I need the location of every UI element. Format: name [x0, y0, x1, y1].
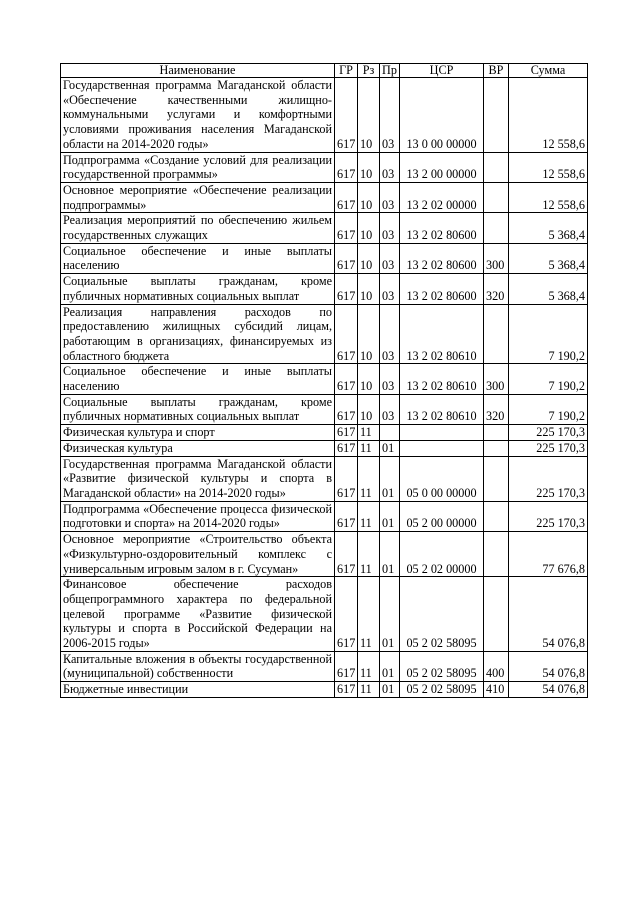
cell-rz: 11 [358, 440, 380, 456]
cell-sum: 225 170,3 [509, 440, 588, 456]
cell-name: Подпрограмма «Создание условий для реализации государственной программы» [61, 152, 335, 182]
cell-pr: 03 [380, 304, 400, 364]
cell-sum: 12 558,6 [509, 152, 588, 182]
cell-sum: 12 558,6 [509, 78, 588, 153]
table-row [61, 440, 588, 456]
header-name: Наименование [61, 64, 335, 78]
cell-sum: 77 676,8 [509, 532, 588, 577]
table-row [61, 532, 588, 577]
cell-name: Физическая культура [61, 440, 335, 456]
table-row [61, 364, 588, 394]
cell-sum: 225 170,3 [509, 501, 588, 531]
cell-vr: 320 [484, 394, 509, 424]
cell-csr [400, 425, 484, 441]
cell-name: Подпрограмма «Обеспечение процесса физической подготовки и спорта» на 2014-2020 годы» [61, 501, 335, 531]
cell-pr: 01 [380, 651, 400, 681]
cell-name: Социальное обеспечение и иные выплаты населению [61, 364, 335, 394]
cell-sum: 5 368,4 [509, 213, 588, 243]
cell-csr: 05 2 00 00000 [400, 501, 484, 531]
table-row [61, 213, 588, 243]
cell-csr [400, 440, 484, 456]
cell-csr: 05 0 00 00000 [400, 456, 484, 501]
cell-rz: 11 [358, 532, 380, 577]
table-row [61, 394, 588, 424]
header-gr: ГР [335, 64, 358, 78]
header-csr: ЦСР [400, 64, 484, 78]
cell-name: Капитальные вложения в объекты государственной (муниципальной) собственности [61, 651, 335, 681]
cell-gr: 617 [335, 243, 358, 273]
cell-vr: 300 [484, 364, 509, 394]
table-row [61, 456, 588, 501]
budget-table [60, 63, 588, 698]
cell-rz: 10 [358, 213, 380, 243]
cell-csr: 13 2 00 00000 [400, 152, 484, 182]
cell-pr: 03 [380, 394, 400, 424]
cell-name: Финансовое обеспечение расходов общепрограммного характера по федеральной целевой программе «Развитие физической культуры и спорта в Российской Федерации на 2006-2015 годы» [61, 577, 335, 652]
table-row [61, 274, 588, 304]
cell-gr: 617 [335, 425, 358, 441]
cell-csr: 05 2 02 58095 [400, 577, 484, 652]
cell-gr: 617 [335, 274, 358, 304]
cell-rz: 10 [358, 78, 380, 153]
table-row [61, 304, 588, 364]
cell-gr: 617 [335, 456, 358, 501]
cell-name: Бюджетные инвестиции [61, 682, 335, 698]
cell-csr: 13 2 02 80600 [400, 243, 484, 273]
header-pr: Пр [380, 64, 400, 78]
header-rz: Рз [358, 64, 380, 78]
cell-name: Основное мероприятие «Обеспечение реализации подпрограммы» [61, 182, 335, 212]
table-row [61, 577, 588, 652]
cell-sum: 5 368,4 [509, 274, 588, 304]
cell-sum: 7 190,2 [509, 304, 588, 364]
cell-vr [484, 532, 509, 577]
cell-gr: 617 [335, 440, 358, 456]
cell-csr: 13 0 00 00000 [400, 78, 484, 153]
cell-rz: 11 [358, 577, 380, 652]
cell-name: Физическая культура и спорт [61, 425, 335, 441]
cell-rz: 11 [358, 651, 380, 681]
cell-rz: 10 [358, 274, 380, 304]
cell-gr: 617 [335, 364, 358, 394]
cell-pr: 03 [380, 213, 400, 243]
cell-vr [484, 440, 509, 456]
cell-vr [484, 213, 509, 243]
cell-vr [484, 152, 509, 182]
cell-rz: 11 [358, 501, 380, 531]
cell-pr: 03 [380, 243, 400, 273]
table-row [61, 243, 588, 273]
cell-vr [484, 304, 509, 364]
cell-rz: 10 [358, 152, 380, 182]
cell-gr: 617 [335, 394, 358, 424]
cell-csr: 05 2 02 58095 [400, 651, 484, 681]
table-row [61, 78, 588, 153]
cell-sum: 5 368,4 [509, 243, 588, 273]
cell-gr: 617 [335, 304, 358, 364]
table-header-row [61, 64, 588, 78]
cell-csr: 13 2 02 80610 [400, 304, 484, 364]
cell-vr [484, 78, 509, 153]
cell-pr: 01 [380, 501, 400, 531]
cell-name: Реализация направления расходов по предоставлению жилищных субсидий лицам, работающим в организациях, финансируемых из областного бюджета [61, 304, 335, 364]
header-vr: ВР [484, 64, 509, 78]
cell-pr: 01 [380, 440, 400, 456]
cell-name: Основное мероприятие «Строительство объекта «Физкультурно-оздоровительный комплекс с универсальным игровым залом в г. Сусуман» [61, 532, 335, 577]
table-body [61, 78, 588, 698]
cell-sum: 7 190,2 [509, 364, 588, 394]
cell-csr: 13 2 02 80600 [400, 213, 484, 243]
cell-pr [380, 425, 400, 441]
cell-sum: 54 076,8 [509, 651, 588, 681]
cell-gr: 617 [335, 152, 358, 182]
cell-gr: 617 [335, 501, 358, 531]
cell-vr [484, 577, 509, 652]
cell-rz: 10 [358, 243, 380, 273]
cell-csr: 13 2 02 80610 [400, 364, 484, 394]
cell-vr [484, 501, 509, 531]
cell-pr: 03 [380, 152, 400, 182]
cell-pr: 01 [380, 456, 400, 501]
table-row [61, 682, 588, 698]
cell-gr: 617 [335, 532, 358, 577]
cell-name: Социальные выплаты гражданам, кроме публичных нормативных социальных выплат [61, 394, 335, 424]
table-row [61, 501, 588, 531]
cell-sum: 225 170,3 [509, 456, 588, 501]
cell-csr: 05 2 02 00000 [400, 532, 484, 577]
cell-name: Государственная программа Магаданской области «Обеспечение качественными жилищно-коммунальными услугами и комфортными условиями проживания населения Магаданской области на 2014-2020 годы» [61, 78, 335, 153]
cell-pr: 03 [380, 182, 400, 212]
cell-gr: 617 [335, 182, 358, 212]
cell-gr: 617 [335, 651, 358, 681]
cell-pr: 01 [380, 532, 400, 577]
cell-vr: 300 [484, 243, 509, 273]
cell-sum: 225 170,3 [509, 425, 588, 441]
cell-rz: 10 [358, 182, 380, 212]
cell-sum: 54 076,8 [509, 682, 588, 698]
cell-sum: 54 076,8 [509, 577, 588, 652]
table-row [61, 182, 588, 212]
cell-gr: 617 [335, 577, 358, 652]
cell-rz: 10 [358, 394, 380, 424]
cell-gr: 617 [335, 213, 358, 243]
cell-name: Социальное обеспечение и иные выплаты населению [61, 243, 335, 273]
cell-vr [484, 425, 509, 441]
cell-vr: 400 [484, 651, 509, 681]
table-row [61, 425, 588, 441]
cell-gr: 617 [335, 78, 358, 153]
header-sum: Сумма [509, 64, 588, 78]
cell-vr [484, 182, 509, 212]
cell-gr: 617 [335, 682, 358, 698]
cell-pr: 01 [380, 682, 400, 698]
cell-vr: 320 [484, 274, 509, 304]
cell-pr: 03 [380, 78, 400, 153]
cell-name: Государственная программа Магаданской области «Развитие физической культуры и спорта в Магаданской области» на 2014-2020 годы» [61, 456, 335, 501]
cell-rz: 10 [358, 364, 380, 394]
cell-vr: 410 [484, 682, 509, 698]
cell-csr: 13 2 02 00000 [400, 182, 484, 212]
table-row [61, 651, 588, 681]
cell-pr: 03 [380, 274, 400, 304]
cell-rz: 11 [358, 456, 380, 501]
cell-csr: 13 2 02 80600 [400, 274, 484, 304]
cell-sum: 7 190,2 [509, 394, 588, 424]
cell-rz: 11 [358, 425, 380, 441]
cell-rz: 11 [358, 682, 380, 698]
cell-rz: 10 [358, 304, 380, 364]
cell-csr: 13 2 02 80610 [400, 394, 484, 424]
cell-pr: 03 [380, 364, 400, 394]
document-page [60, 63, 587, 698]
cell-vr [484, 456, 509, 501]
table-row [61, 152, 588, 182]
cell-pr: 01 [380, 577, 400, 652]
cell-csr: 05 2 02 58095 [400, 682, 484, 698]
cell-name: Реализация мероприятий по обеспечению жильем государственных служащих [61, 213, 335, 243]
cell-name: Социальные выплаты гражданам, кроме публичных нормативных социальных выплат [61, 274, 335, 304]
cell-sum: 12 558,6 [509, 182, 588, 212]
